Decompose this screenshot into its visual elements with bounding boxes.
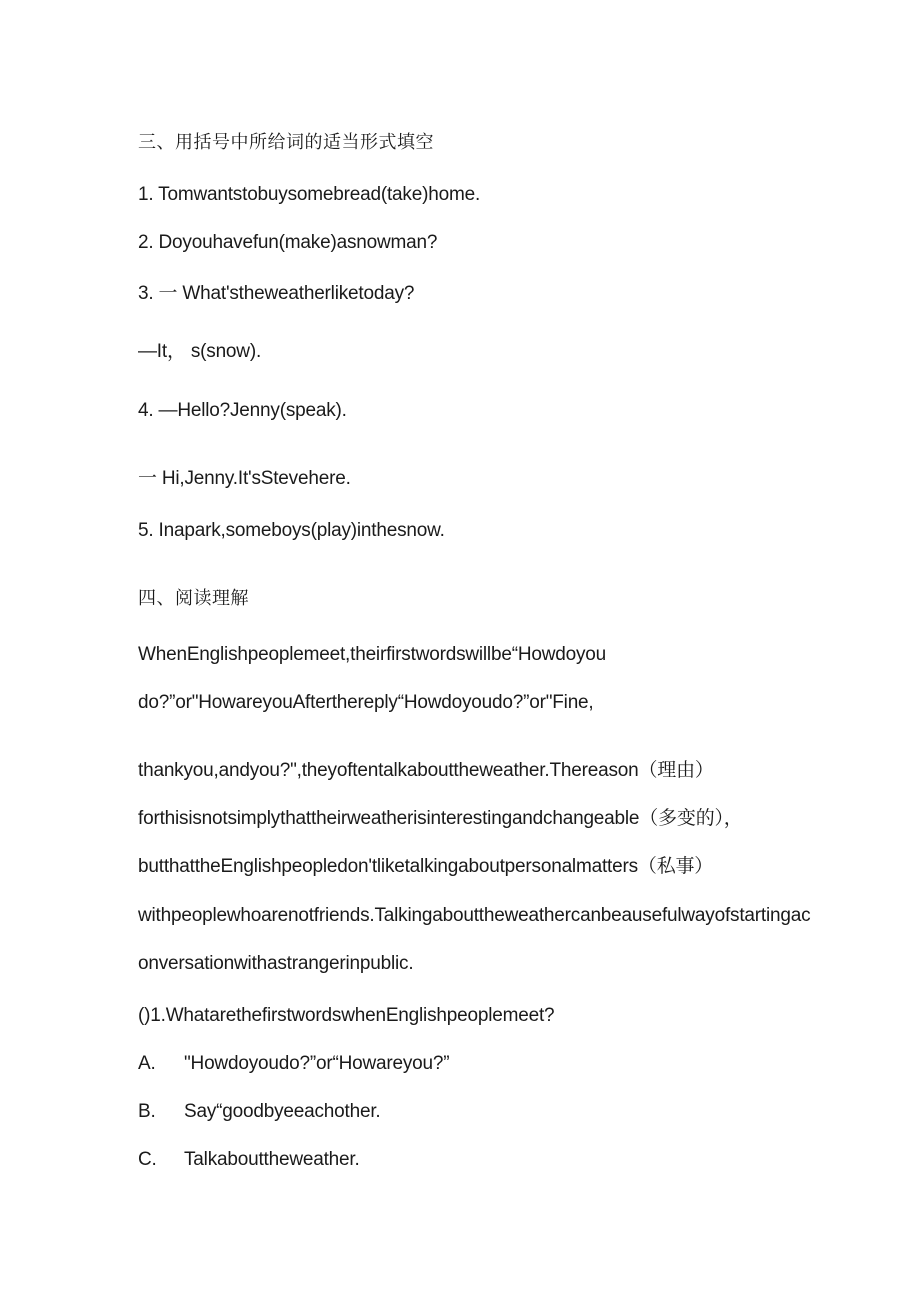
option-text: Say“goodbyeeachother. <box>184 1101 381 1122</box>
passage-line: forthisisnotsimplythattheirweatherisinterestingandchangeable（多变的）， <box>138 808 743 829</box>
option-a <box>138 1052 449 1076</box>
question-item-2: 2. Doyouhavefun(make)asnowman? <box>138 232 438 253</box>
option-text: Talkabouttheweather. <box>184 1149 360 1170</box>
option-text: "Howdoyoudo?”or“Howareyou?” <box>184 1053 450 1074</box>
section-4-title: 四、阅读理解 <box>138 588 249 609</box>
question-item-3-answer: —It， s(snow). <box>138 341 262 362</box>
passage-line: thankyou,andyou?",theyoftentalkabouttheweather.Thereason（理由） <box>138 760 714 781</box>
passage-line: WhenEnglishpeoplemeet,theirfirstwordswillbe“Howdoyou <box>138 644 606 665</box>
question-item-4-reply: 一 Hi,Jenny.It'sStevehere. <box>138 468 351 489</box>
passage-line: onversationwithastrangerinpublic. <box>138 953 414 974</box>
option-b <box>138 1100 381 1124</box>
passage-line: butthattheEnglishpeopledon'tliketalkingaboutpersonalmatters（私事） <box>138 856 714 877</box>
option-letter: B. <box>138 1101 156 1122</box>
option-letter: A. <box>138 1053 156 1074</box>
question-item-1: 1. Tomwantstobuysomebread(take)home. <box>138 184 481 205</box>
option-c <box>138 1148 360 1172</box>
option-letter: C. <box>138 1149 157 1170</box>
section-3-title: 三、用括号中所给词的适当形式填空 <box>138 132 434 153</box>
passage-line: withpeoplewhoarenotfriends.Talkingabouttheweathercanbeausefulwayofstartingac <box>138 905 811 926</box>
reading-question-1: ()1.WhatarethefirstwordswhenEnglishpeoplemeet? <box>138 1005 555 1026</box>
question-item-4: 4. —Hello?Jenny(speak). <box>138 400 347 421</box>
question-item-5: 5. Inapark,someboys(play)inthesnow. <box>138 520 445 541</box>
passage-line: do?”or"HowareyouAfterthereply“Howdoyoudo?”or"Fine, <box>138 692 594 713</box>
question-item-3: 3. 一 What'stheweatherliketoday? <box>138 283 415 304</box>
